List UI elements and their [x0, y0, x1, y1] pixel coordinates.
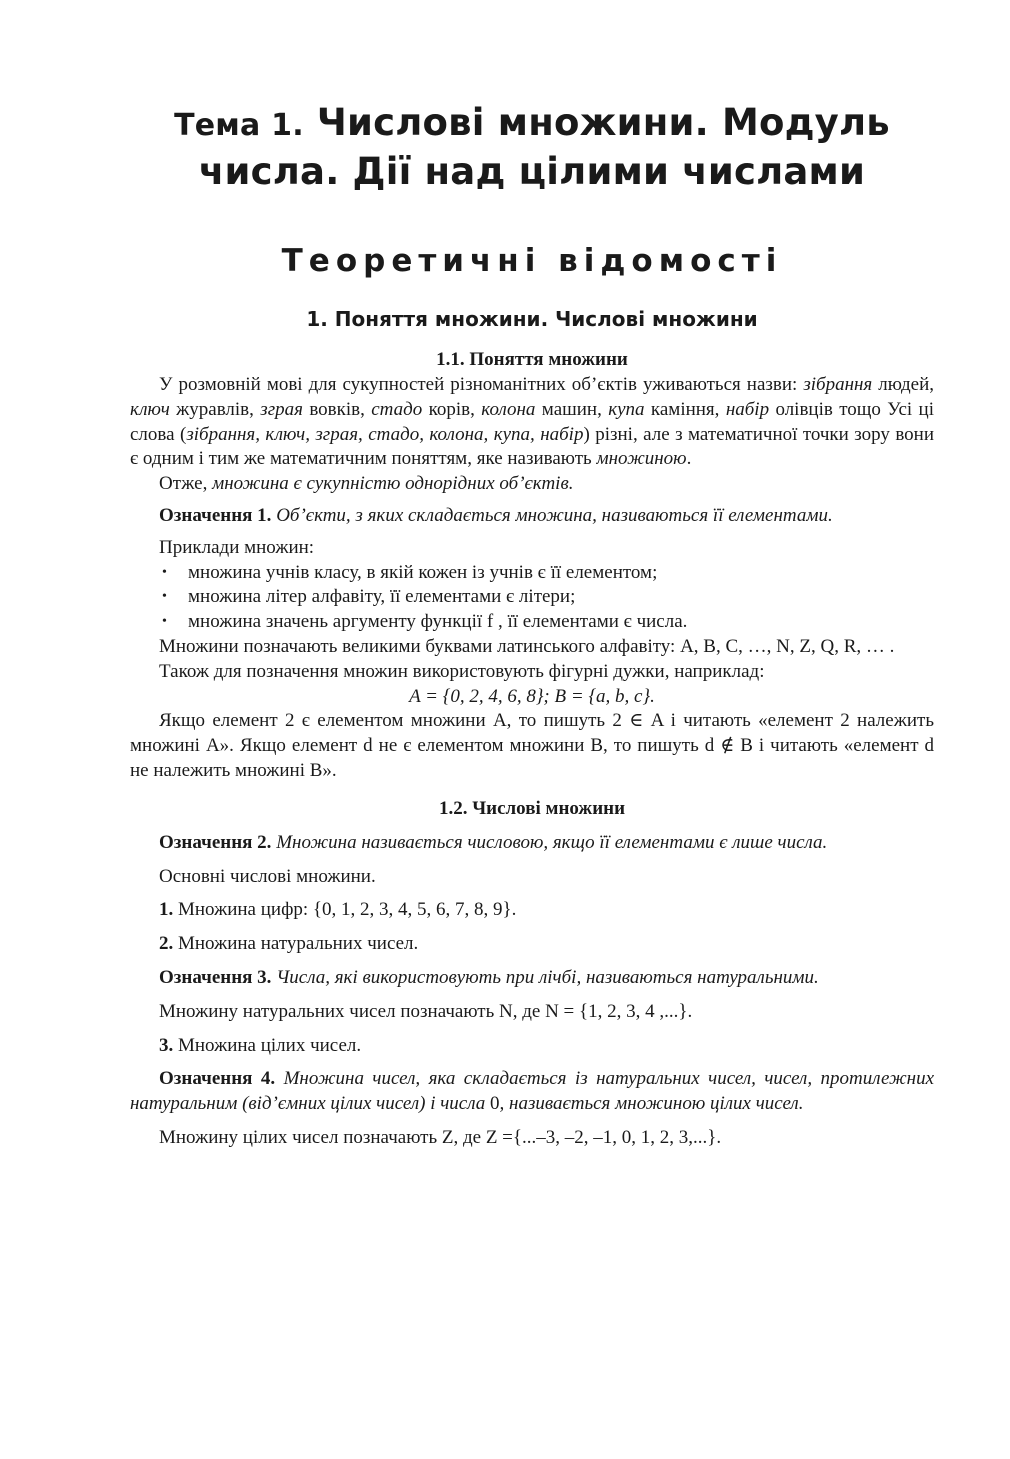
paragraph-sets-intro: У розмовній мові для сукупностей різноманітних об’єктів уживаються назви: зібрання людей, ключ журавлів, зграя вовків, стадо корів, колона машин, купа каміння, набір олівців тощо Усі ці слова (зібрання, ключ, зграя, стадо, колона, купа, набір) різні, але з математичної точки зору вони є одним і тим же математичним поняттям, яке називають множиною.	[130, 374, 935, 470]
theory-heading: Теоретичні відомості	[281, 243, 783, 279]
definition-3-label: Означення 3.	[159, 966, 272, 988]
definition-1	[130, 504, 934, 529]
title-line2: числа. Дії над цілими числами	[198, 150, 866, 193]
item-integers: 3. Множина цілих чисел.	[159, 1034, 362, 1056]
section-heading-1: 1. Поняття множини. Числові множини	[306, 307, 758, 331]
paragraph-braces: Також для позначення множин використовують фігурні дужки, наприклад:	[159, 660, 765, 682]
item-digits: 1. Множина цифр: {0, 1, 2, 3, 4, 5, 6, 7, 8, 9}.	[159, 899, 517, 921]
definition-2-label: Означення 2.	[159, 831, 272, 853]
paragraph-membership: Якщо елемент 2 є елементом множини A, то пишуть 2 ∈ A і читають «елемент 2 належить множині A». Якщо елемент d не є елементом множини B, то пишуть d ∉ B і читають «елемент d не належить множині B».	[130, 710, 934, 781]
list-item: • множина учнів класу, в якій кожен із учнів є її елементом;	[130, 561, 934, 586]
definition-4: Означення 4. Множина чисел, яка складається із натуральних чисел, чисел, протилежних натуральним (від’ємних цілих чисел) і числа 0, називається множиною цілих чисел.	[130, 1068, 935, 1115]
formula-sets: A = {0, 2, 4, 6, 8}; B = {a, b, c}.	[409, 685, 655, 707]
definition-2-text: Множина називається числовою, якщо її елементами є лише числа.	[276, 831, 828, 853]
list-item: • множина значень аргументу функції f , її елементами є числа.	[130, 610, 934, 635]
page-title	[130, 100, 934, 195]
paragraph-basic-sets: Основні числові множини.	[159, 865, 376, 887]
definition-1-text: Об’єкти, з яких складається множина, називаються її елементами.	[276, 504, 833, 526]
paragraph-set-notation: Множини позначають великими буквами латинського алфавіту: A, B, C, …, N, Z, Q, R, … .	[159, 635, 895, 657]
subsection-heading-1-1: 1.1. Поняття множини	[436, 349, 628, 370]
paragraph-integer-notation: Множину цілих чисел позначають Z, де Z ={...–3, –2, –1, 0, 1, 2, 3,...}.	[159, 1126, 722, 1148]
examples-intro: Приклади множин:	[159, 536, 315, 558]
definition-1-label: Означення 1.	[159, 504, 272, 526]
definition-2	[130, 831, 934, 856]
title-rest: Числові множини. Модуль	[316, 101, 890, 144]
paragraph-set-summary: Отже, множина є сукупністю однорідних об’єктів.	[159, 473, 574, 495]
definition-4-label: Означення 4.	[159, 1068, 276, 1090]
subsection-heading-1-2: 1.2. Числові множини	[438, 797, 626, 819]
page-content	[130, 100, 934, 1151]
item-natural: 2. Множина натуральних чисел.	[159, 933, 419, 955]
list-item: • множина літер алфавіту, її елементами є літери;	[130, 585, 934, 610]
paragraph-natural-notation: Множину натуральних чисел позначають N, де N = {1, 2, 3, 4 ,...}.	[159, 1000, 693, 1022]
title-lead: Тема 1.	[174, 108, 304, 143]
definition-3-text: Числа, які використовують при лічбі, називаються натуральними.	[276, 966, 819, 988]
definition-3	[130, 966, 934, 991]
